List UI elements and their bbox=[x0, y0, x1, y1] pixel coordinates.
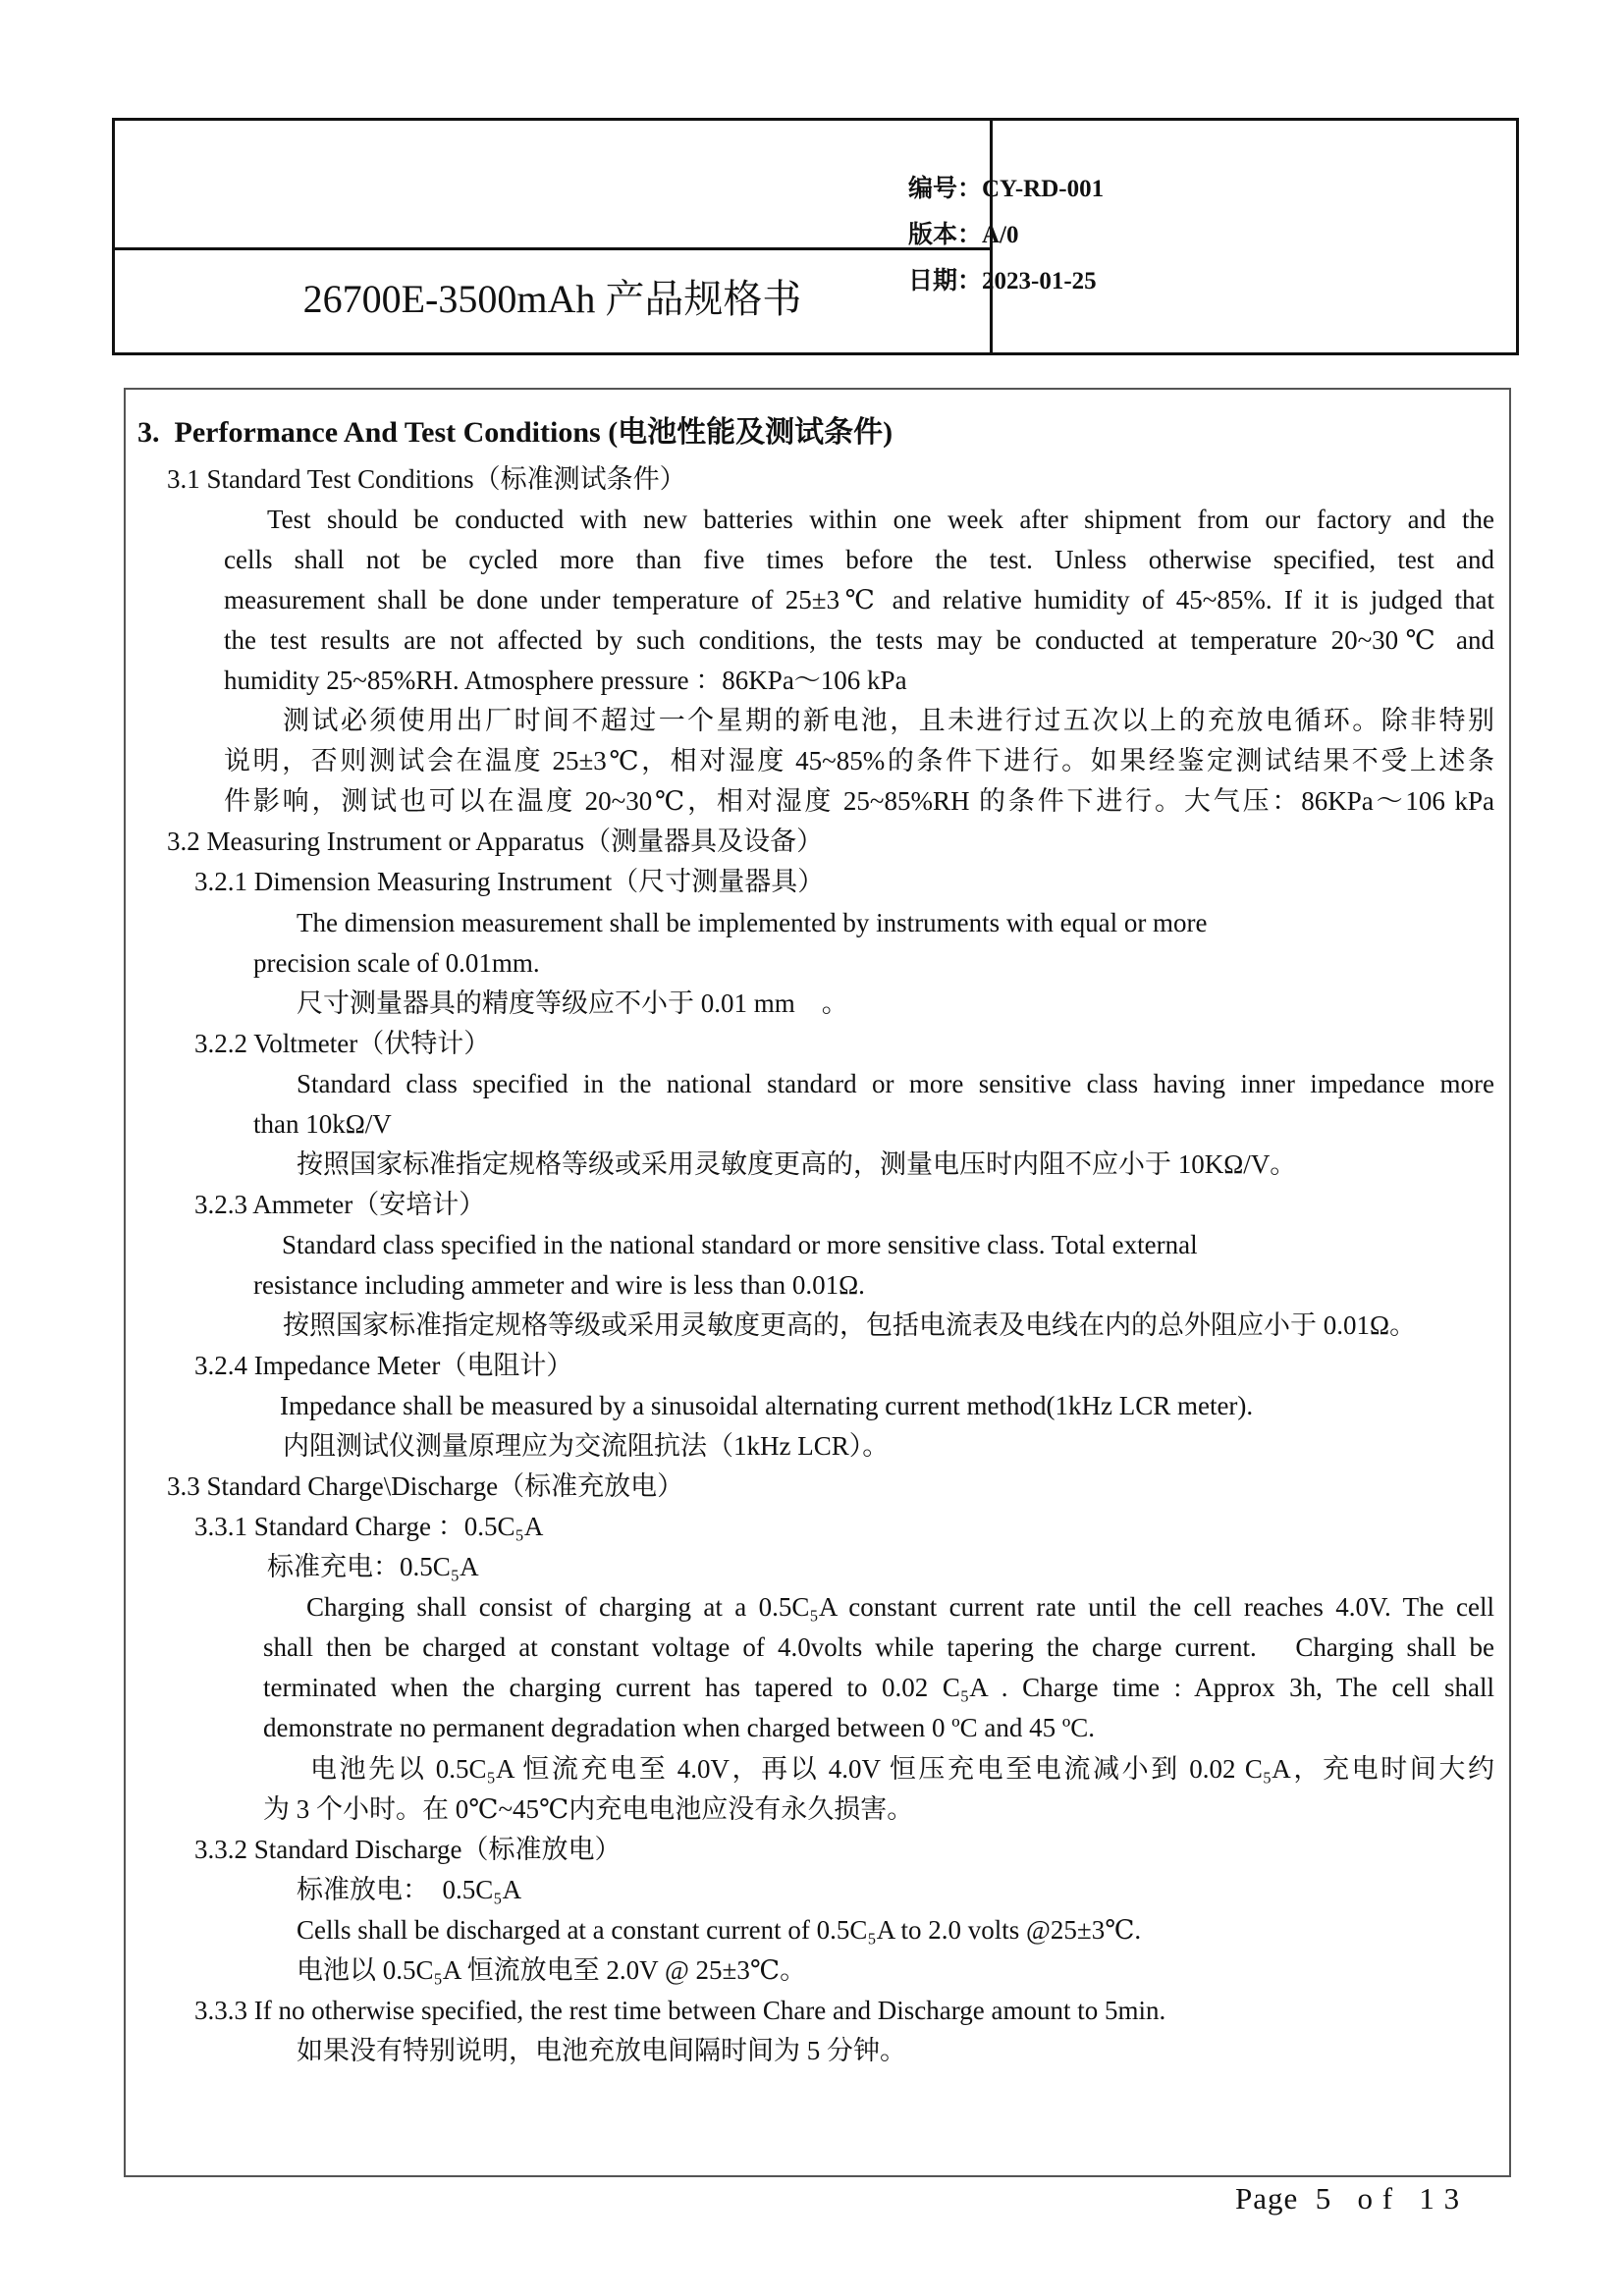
subheading: 3.2 Measuring Instrument or Apparatus（测量器具及设备） bbox=[167, 827, 824, 857]
paragraph-line: shall then be charged at constant voltage of 4.0volts while tapering the charge current. Charging shall be bbox=[263, 1632, 1494, 1663]
paragraph-line: Test should be conducted with new batteries within one week after shipment from our factory and the bbox=[267, 505, 1494, 535]
paragraph-line: Standard class specified in the national standard or more sensitive class. Total external bbox=[282, 1229, 1198, 1259]
paragraph-line: 内阻测试仪测量原理应为交流阻抗法（1kHz LCR）。 bbox=[283, 1431, 890, 1462]
doc-number: 编号：CY-RD-001 bbox=[908, 176, 1105, 202]
document-header-table bbox=[112, 118, 1519, 355]
document-title: 26700E-3500mAh 产品规格书 bbox=[302, 277, 802, 321]
paragraph-line: Standard class specified in the national standard or more sensitive class having inner impedance more bbox=[297, 1068, 1494, 1098]
paragraph-line: resistance including ammeter and wire is less than 0.01Ω. bbox=[253, 1269, 865, 1300]
paragraph-line: 说明，否则测试会在温度 25±3℃，相对湿度 45~85%的条件下进行。如果经鉴定测试结果不受上述条 bbox=[224, 746, 1494, 776]
page-number: Page 5 o f 1 3 bbox=[1235, 2181, 1461, 2216]
paragraph-line: 电池先以 0.5C₅A 恒流充电至 4.0V，再以 4.0V 恒压充电至电流减小到 0.02 C₅A，充电时间大约 bbox=[310, 1753, 1494, 1784]
subheading: 3.3.3 If no otherwise specified, the rest time between Chare and Discharge amount to 5min. bbox=[194, 1995, 1166, 2025]
paragraph-line: 为 3 个小时。在 0℃~45℃内充电电池应没有永久损害。 bbox=[263, 1793, 914, 1824]
paragraph-line: than 10kΩ/V bbox=[253, 1108, 392, 1139]
paragraph-line: 电池以 0.5C₅A 恒流放电至 2.0V @ 25±3℃。 bbox=[297, 1954, 807, 1985]
doc-version: 版本：A/0 bbox=[908, 222, 1019, 248]
paragraph-line: cells shall not be cycled more than five times before the test. Unless otherwise specified, test and bbox=[224, 545, 1494, 575]
paragraph-line: demonstrate no permanent degradation when charged between 0 ºC and 45 ºC. bbox=[263, 1713, 1095, 1743]
paragraph-line: Cells shall be discharged at a constant current of 0.5C₅A to 2.0 volts @25±3℃. bbox=[297, 1914, 1142, 1945]
paragraph-line: 按照国家标准指定规格等级或采用灵敏度更高的，包括电流表及电线在内的总外阻应小于 0.01Ω。 bbox=[283, 1309, 1417, 1340]
subheading: 3.2.1 Dimension Measuring Instrument（尺寸测量器具） bbox=[194, 867, 825, 897]
subheading: 3.2.4 Impedance Meter（电阻计） bbox=[194, 1351, 573, 1381]
subheading: 3.2.3 Ammeter（安培计） bbox=[194, 1189, 486, 1219]
paragraph-line: 件影响，测试也可以在温度 20~30℃，相对湿度 25~85%RH 的条件下进行。大气压：86KPa～106 kPa bbox=[224, 786, 1494, 817]
subheading: 3.3 Standard Charge\Discharge（标准充放电） bbox=[167, 1471, 684, 1502]
paragraph-line: 测试必须使用出厂时间不超过一个星期的新电池，且未进行过五次以上的充放电循环。除非特别 bbox=[283, 706, 1494, 736]
subheading: 3.3.2 Standard Discharge（标准放电） bbox=[194, 1834, 622, 1864]
subheading: 3.1 Standard Test Conditions（标准测试条件） bbox=[167, 464, 686, 494]
subheading: 3.3.1 Standard Charge ：0.5C₅A bbox=[194, 1512, 544, 1542]
section-body bbox=[0, 459, 1624, 2071]
section-heading: 3. Performance And Test Conditions (电池性能及测试条件) bbox=[137, 416, 893, 449]
paragraph-line: precision scale of 0.01mm. bbox=[253, 947, 540, 978]
paragraph-line: terminated when the charging current has tapered to 0.02 C₅A . Charge time : Approx 3h, The cell shall bbox=[263, 1673, 1494, 1703]
paragraph-line: 尺寸测量器具的精度等级应不小于 0.01 mm 。 bbox=[297, 988, 848, 1018]
paragraph-line: 按照国家标准指定规格等级或采用灵敏度更高的，测量电压时内阻不应小于 10KΩ/V。 bbox=[297, 1148, 1297, 1179]
paragraph-line: The dimension measurement shall be implemented by instruments with equal or more bbox=[297, 907, 1208, 937]
paragraph-line: 标准放电： 0.5C₅A bbox=[297, 1874, 522, 1904]
paragraph-line: humidity 25~85%RH. Atmosphere pressure ：86KPa～106 kPa bbox=[224, 666, 907, 696]
paragraph-line: 如果没有特别说明，电池充放电间隔时间为 5 分钟。 bbox=[297, 2035, 906, 2065]
doc-date: 日期：2023-01-25 bbox=[908, 268, 1097, 294]
paragraph-line: Charging shall consist of charging at a 0.5C₅A constant current rate until the cell reaches 4.0V. The cell bbox=[306, 1592, 1494, 1623]
paragraph-line: Impedance shall be measured by a sinusoidal alternating current method(1kHz LCR meter). bbox=[280, 1391, 1254, 1421]
paragraph-line: 标准充电：0.5C₅A bbox=[267, 1552, 479, 1582]
paragraph-line: measurement shall be done under temperature of 25±3℃ and relative humidity of 45~85%. If it is judged that bbox=[224, 585, 1494, 615]
subheading: 3.2.2 Voltmeter（伏特计） bbox=[194, 1028, 491, 1058]
paragraph-line: the test results are not affected by such conditions, the tests may be conducted at temperature 20~30℃ and bbox=[224, 625, 1494, 656]
header-divider bbox=[115, 247, 990, 250]
